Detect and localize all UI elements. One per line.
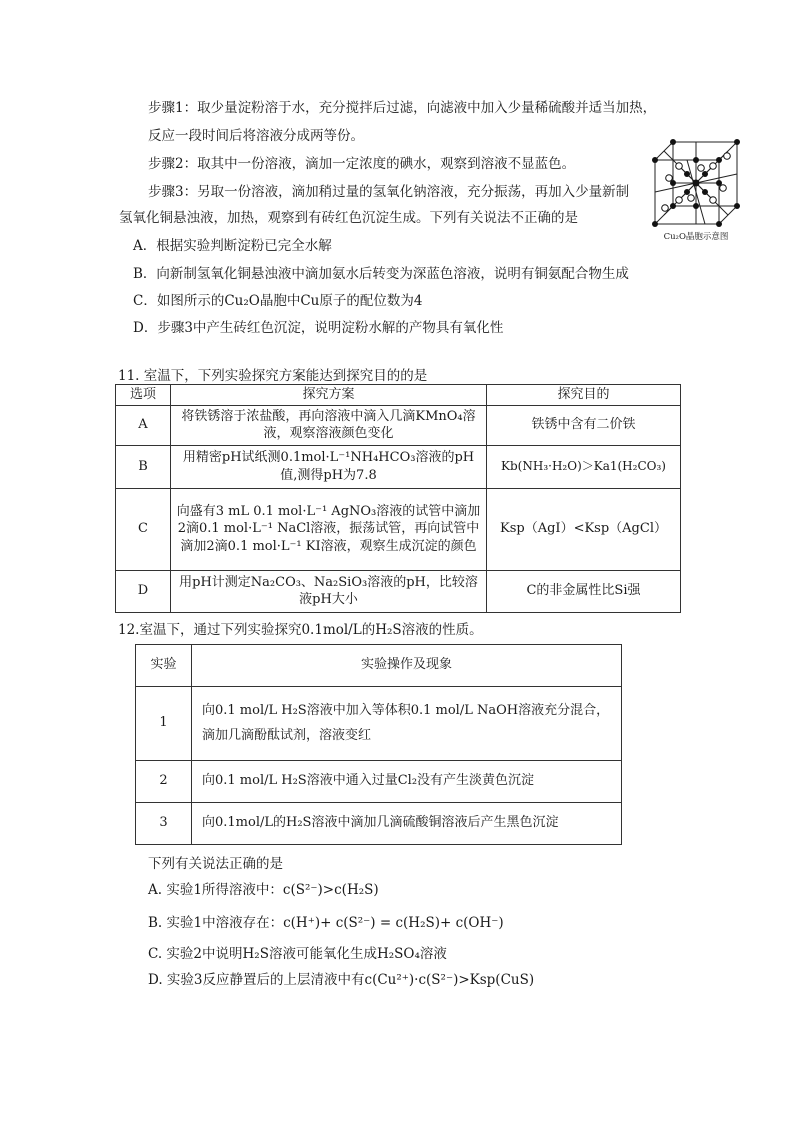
crystal-caption: Cu₂O晶胞示意图 xyxy=(663,232,729,242)
q12-table xyxy=(135,644,622,845)
row-option: A xyxy=(116,405,171,445)
header-plan: 探究方案 xyxy=(171,385,487,406)
q12-option-c: C. 实验2中说明H₂S溶液可能氧化生成H₂SO₄溶液 xyxy=(148,946,447,962)
row-purpose: Ksp（AgI）<Ksp（AgCl） xyxy=(487,488,681,570)
row-number: 1 xyxy=(136,687,192,761)
row-plan: 用pH计测定Na₂CO₃、Na₂SiO₃溶液的pH，比较溶液pH大小 xyxy=(171,570,487,612)
row-purpose: 铁锈中含有二价铁 xyxy=(487,405,681,445)
q12-option-b: B. 实验1中溶液存在：c(H⁺)+ c(S²⁻) = c(H₂S)+ c(OH⁻) xyxy=(148,915,504,931)
step2: 步骤2：取其中一份溶液，滴加一定浓度的碘水，观察到溶液不显蓝色。 xyxy=(148,156,576,172)
table-header-row xyxy=(136,645,622,687)
q10-option-d: D．步骤3中产生砖红色沉淀，说明淀粉水解的产物具有氧化性 xyxy=(133,320,504,336)
table-row xyxy=(116,570,681,612)
table-row xyxy=(116,488,681,570)
table-header-row xyxy=(116,385,681,406)
q10-option-c: C．如图所示的Cu₂O晶胞中Cu原子的配位数为4 xyxy=(133,293,423,309)
table-row xyxy=(116,445,681,488)
header-operation: 实验操作及现象 xyxy=(192,645,622,687)
row-number: 2 xyxy=(136,761,192,803)
row-operation-line1: 向0.1 mol/L H₂S溶液中加入等体积0.1 mol/L NaOH溶液充分混合， xyxy=(202,702,610,718)
row-plan: 用精密pH试纸测0.1mol·L⁻¹NH₄HCO₃溶液的pH值,测得pH为7.8 xyxy=(171,445,487,488)
row-operation-line2: 滴加几滴酚酞试剂，溶液变红 xyxy=(202,727,372,743)
row-operation: 向0.1 mol/L H₂S溶液中通入过量Cl₂没有产生淡黄色沉淀 xyxy=(192,761,622,803)
header-option: 选项 xyxy=(116,385,171,406)
row-purpose: Kb(NH₃·H₂O)＞Ka1(H₂CO₃) xyxy=(487,445,681,488)
table-row xyxy=(136,761,622,803)
table-row xyxy=(136,687,622,761)
table-row xyxy=(136,803,622,845)
row-option: B xyxy=(116,445,171,488)
q10-option-b: B．向新制氢氧化铜悬浊液中滴加氨水后转变为深蓝色溶液，说明有铜氨配合物生成 xyxy=(133,266,629,282)
row-plan: 将铁锈溶于浓盐酸，再向溶液中滴入几滴KMnO₄溶液，观察溶液颜色变化 xyxy=(171,405,487,445)
header-purpose: 探究目的 xyxy=(487,385,681,406)
row-purpose: C的非金属性比Si强 xyxy=(487,570,681,612)
q12-question: 下列有关说法正确的是 xyxy=(148,856,283,872)
step1-line2: 反应一段时间后将溶液分成两等份。 xyxy=(148,128,364,144)
row-operation: 向0.1mol/L的H₂S溶液中滴加几滴硫酸铜溶液后产生黑色沉淀 xyxy=(192,803,622,845)
cu2o-unit-cell-figure xyxy=(651,138,741,246)
q11-table xyxy=(115,384,681,613)
q10-option-a: A．根据实验判断淀粉已完全水解 xyxy=(133,238,332,254)
cu2o-unit-cell-diagram xyxy=(651,138,741,228)
header-experiment: 实验 xyxy=(136,645,192,687)
q11-stem: 11. 室温下，下列实验探究方案能达到探究目的的是 xyxy=(118,368,428,384)
step1-line1: 步骤1：取少量淀粉溶于水，充分搅拌后过滤，向滤液中加入少量稀硫酸并适当加热， xyxy=(148,100,657,116)
table-row xyxy=(116,405,681,445)
step3-line1: 步骤3：另取一份溶液，滴加稍过量的氢氧化钠溶液，充分振荡，再加入少量新制 xyxy=(148,184,630,200)
q12-option-a: A. 实验1所得溶液中：c(S²⁻)>c(H₂S) xyxy=(148,882,379,898)
row-number: 3 xyxy=(136,803,192,845)
row-option: C xyxy=(116,488,171,570)
step3-line2: 氢氧化铜悬浊液，加热，观察到有砖红色沉淀生成。下列有关说法不正确的是 xyxy=(119,210,578,226)
q12-option-d: D. 实验3反应静置后的上层清液中有c(Cu²⁺)·c(S²⁻)>Ksp(CuS) xyxy=(148,972,535,988)
row-plan: 向盛有3 mL 0.1 mol·L⁻¹ AgNO₃溶液的试管中滴加2滴0.1 mol·L⁻¹ NaCl溶液，振荡试管，再向试管中滴加2滴0.1 mol·L⁻¹ KI溶液，观察生成沉淀的颜色 xyxy=(171,488,487,570)
row-option: D xyxy=(116,570,171,612)
q12-stem: 12.室温下，通过下列实验探究0.1mol/L的H₂S溶液的性质。 xyxy=(118,622,483,638)
row-operation xyxy=(192,687,622,761)
